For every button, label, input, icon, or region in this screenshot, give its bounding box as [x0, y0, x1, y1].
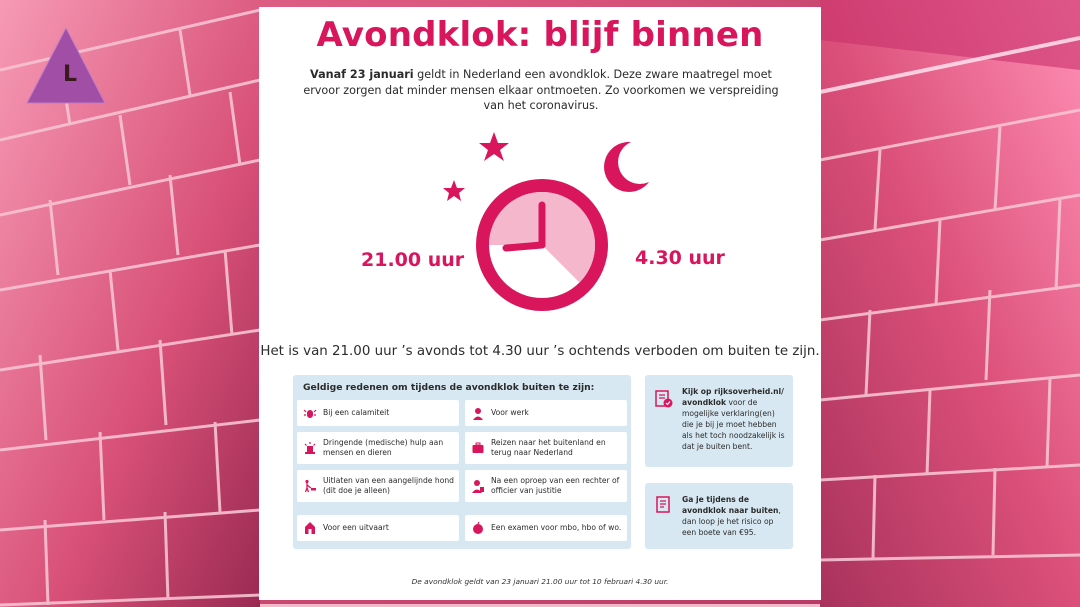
reason-item	[465, 470, 627, 502]
fine-ticket-icon	[654, 495, 674, 515]
logo-letter: L	[62, 62, 78, 87]
star-icon	[479, 132, 509, 161]
time-end: 4.30 uur	[635, 247, 725, 269]
info-panel-website	[645, 375, 793, 467]
info-website-rest: voor de mogelijke verklaring(en) die je bij je moet hebben als het toch noodzakelijk is dat je buiten bent.	[682, 398, 785, 451]
clock-graphic	[259, 127, 821, 337]
time-start: 21.00 uur	[361, 249, 465, 271]
chapel-icon	[303, 521, 317, 535]
reason-item	[297, 515, 459, 541]
reason-text: Bij een calamiteit	[323, 408, 390, 417]
document-check-icon	[654, 389, 674, 409]
reason-item	[465, 515, 627, 541]
poster-title: Avondklok: blijf binnen	[316, 15, 764, 55]
info-fine-rest: , dan loop je het risico op een boete van €95.	[682, 506, 781, 537]
apple-icon	[471, 521, 485, 535]
reason-text: Uitlaten van een aangelijnde hond (dit doe je alleen)	[323, 476, 454, 495]
reason-item	[297, 432, 459, 464]
ambulance-light-icon	[303, 441, 317, 455]
info-fine-bold: Ga je tijdens de avondklok naar buiten	[682, 495, 779, 515]
alarm-icon	[303, 406, 317, 420]
star-icon	[443, 180, 465, 201]
moon-icon	[604, 142, 649, 192]
reason-text: Een examen voor mbo, hbo of wo.	[491, 523, 622, 532]
reason-item	[297, 470, 459, 502]
reason-item	[297, 400, 459, 426]
suitcase-icon	[471, 441, 485, 455]
judge-icon	[471, 479, 485, 493]
reason-text: Voor werk	[491, 408, 529, 417]
reason-text: Na een oproep van een rechter of officier van justitie	[491, 476, 620, 495]
avondklok-poster	[259, 7, 821, 600]
reason-text: Dringende (medische) hulp aan mensen en dieren	[323, 438, 444, 457]
info-website-text	[682, 386, 786, 452]
intro-bold: Vanaf 23 januari	[310, 68, 414, 81]
intro-rest: geldt in Nederland een avondklok. Deze zware maatregel moet ervoor zorgen dat minder mensen elkaar ontmoeten. Zo voorkomen we verspreiding van het coronavirus.	[303, 68, 779, 112]
clock-illustration	[259, 127, 821, 337]
dog-walk-icon	[303, 479, 317, 493]
reason-text: Voor een uitvaart	[323, 523, 389, 532]
curfew-sentence: Het is van 21.00 uur ’s avonds tot 4.30 uur ’s ochtends verboden om buiten te zijn.	[260, 344, 820, 359]
reason-text: Reizen naar het buitenland en terug naar Nederland	[491, 438, 606, 457]
info-website-bold: Kijk op rijksoverheid.nl/ avondklok	[682, 387, 784, 407]
reason-item	[465, 400, 627, 426]
reasons-panel	[293, 375, 631, 549]
reasons-title: Geldige redenen om tijdens de avondklok buiten te zijn:	[303, 382, 595, 393]
info-panel-fine	[645, 483, 793, 549]
reason-item	[465, 432, 627, 464]
worker-icon	[471, 406, 485, 420]
footer-note: De avondklok geldt van 23 januari 21.00 uur tot 10 februari 4.30 uur.	[411, 577, 669, 586]
intro-text	[303, 67, 779, 114]
info-fine-text	[682, 494, 786, 538]
